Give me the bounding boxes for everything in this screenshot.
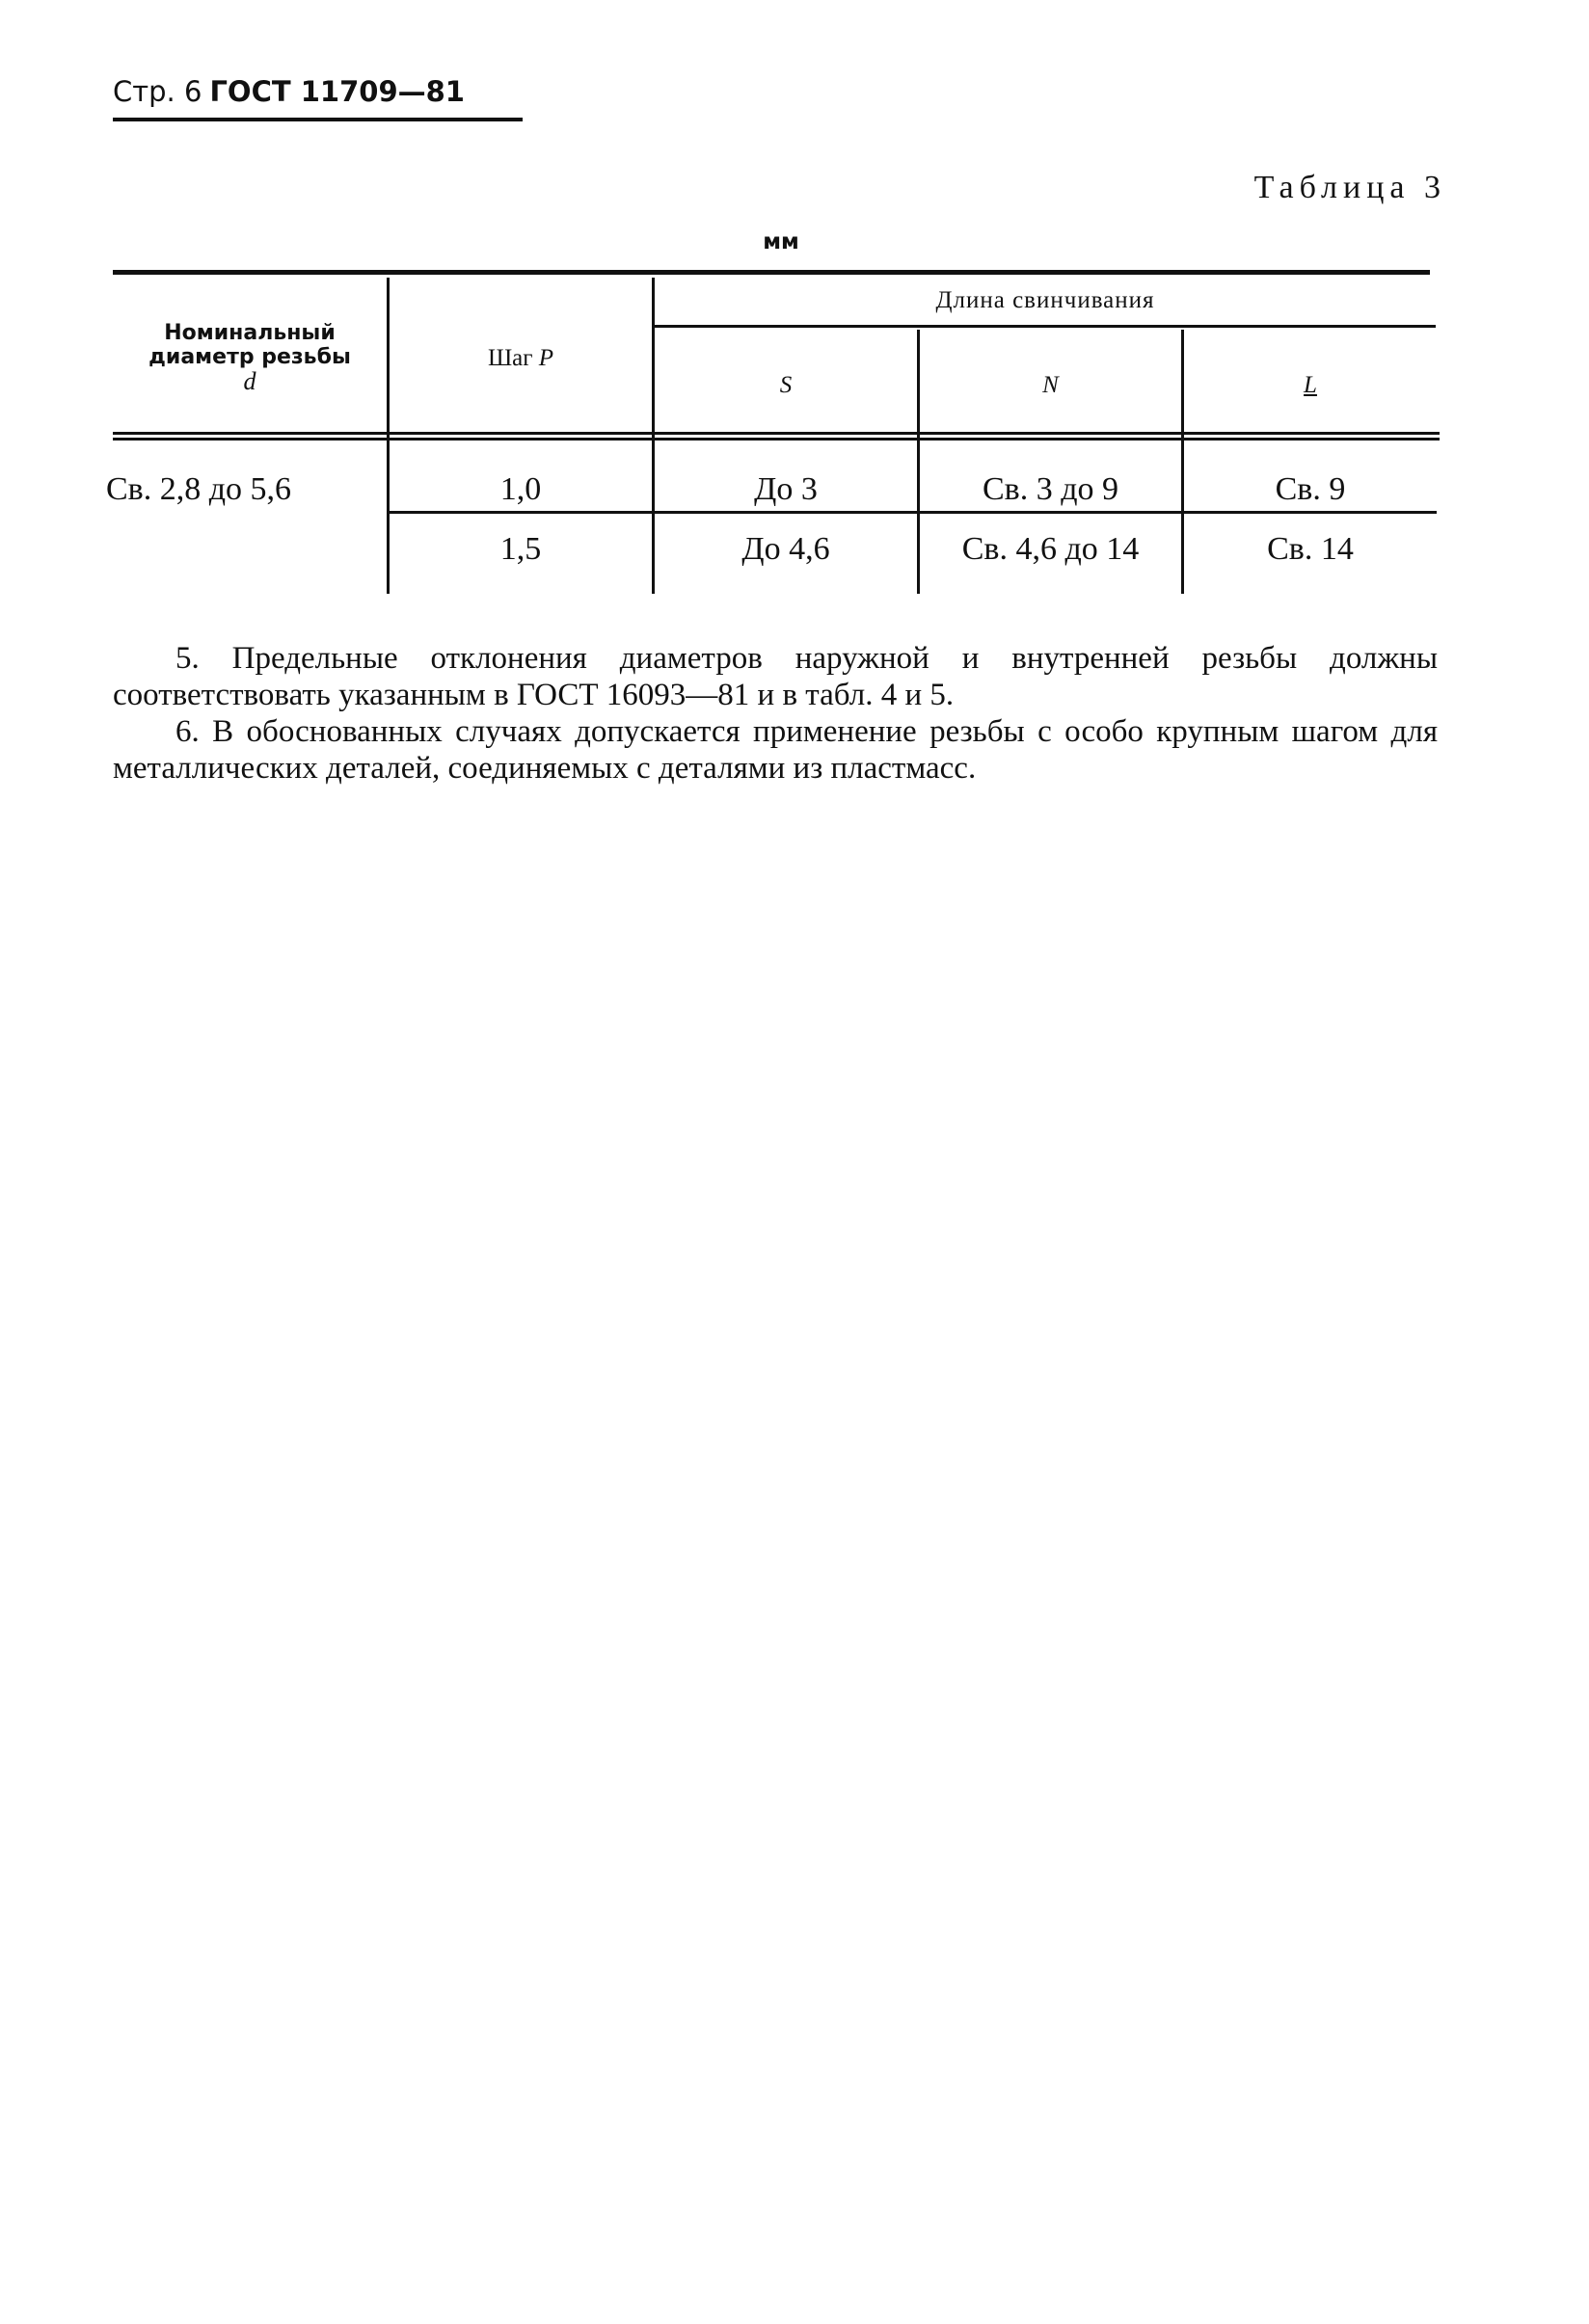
- row-1-diameter: Св. 2,8 до 5,6: [106, 471, 292, 507]
- row-1-pitch: 1,0: [499, 471, 542, 507]
- row-divider: [389, 511, 1437, 514]
- row-2-n: Св. 4,6 до 14: [961, 531, 1140, 567]
- paragraph-6: 6. В обоснованных случаях допускается применение резьбы с особо крупным шагом для металлических деталей, соединяемых с деталями из пластмасс.: [113, 714, 1438, 786]
- header-diameter-symbol: d: [243, 367, 256, 395]
- table-top-rule: [113, 270, 1430, 275]
- header-diameter: [113, 321, 387, 393]
- length-group-rule: [654, 325, 1436, 328]
- row-2-s: До 4,6: [741, 531, 830, 567]
- header-length-group: Длина свинчивания: [935, 287, 1155, 313]
- header-pitch-label: Шаг: [487, 345, 533, 371]
- header-pitch: [390, 345, 652, 371]
- header-bottom-rule: [113, 432, 1440, 435]
- row-2-l: Св. 14: [1267, 531, 1354, 567]
- header-diameter-line-1: Номинальный: [164, 321, 336, 345]
- header-l: L: [1304, 372, 1317, 398]
- page-number: Стр. 6: [113, 75, 202, 108]
- header-diameter-line-2: диаметр резьбы: [148, 345, 351, 369]
- standard-number: ГОСТ 11709—81: [209, 75, 465, 108]
- page-header: [113, 69, 523, 121]
- row-1-l: Св. 9: [1275, 471, 1346, 507]
- table-unit: мм: [763, 229, 799, 254]
- header-s: S: [779, 372, 793, 398]
- row-1-s: До 3: [754, 471, 818, 507]
- table-title: Таблица 3: [1253, 170, 1446, 205]
- paragraph-5: 5. Предельные отклонения диаметров наружной и внутренней резьбы должны соответствовать указанным в ГОСТ 16093—81 и в табл. 4 и 5.: [113, 641, 1438, 712]
- row-2-pitch: 1,5: [499, 531, 542, 567]
- header-pitch-symbol: P: [538, 345, 554, 371]
- header-bottom-rule-2: [113, 438, 1440, 441]
- header-n: N: [1042, 372, 1059, 398]
- row-1-n: Св. 3 до 9: [982, 471, 1119, 507]
